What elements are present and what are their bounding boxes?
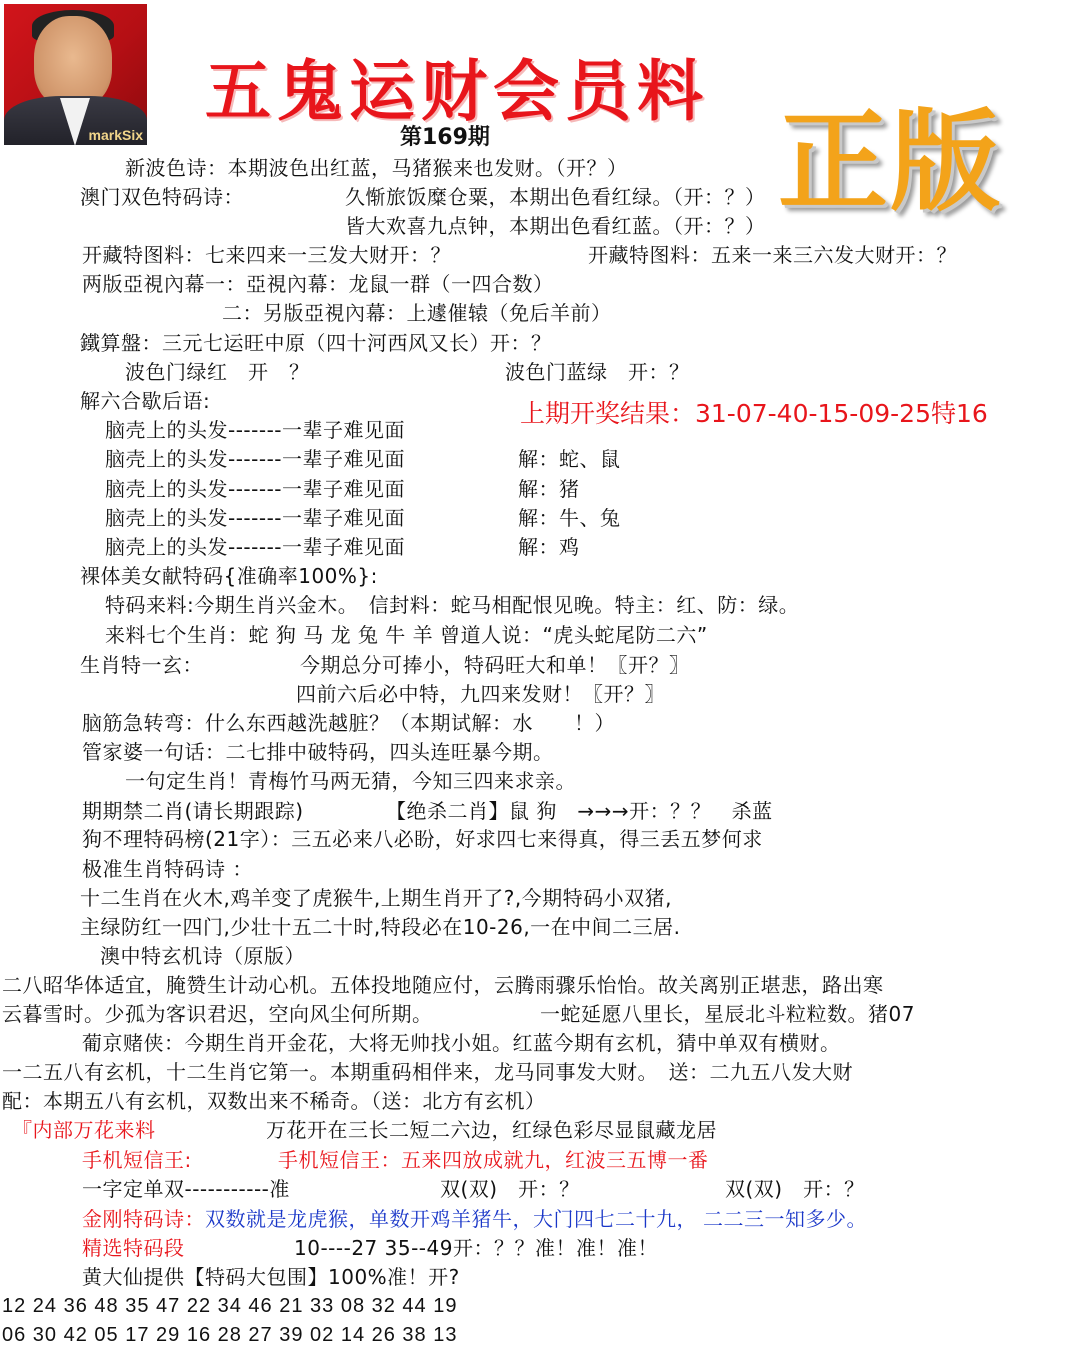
text-line: 新波色诗：本期波色出红蓝，马猪猴来也发财。（开？） (125, 156, 628, 180)
text-line: 脑壳上的头发-------一辈子难见面 (105, 506, 406, 530)
text-line: 澳中特玄机诗（原版） (100, 944, 305, 968)
text-line: 双(双) 开：？ (725, 1177, 865, 1201)
number-row: 12 24 36 48 35 47 22 34 46 21 33 08 32 44 19 (2, 1295, 458, 1317)
text-line: 一蛇延愿八里长，星辰北斗粒粒数。猪07 (540, 1002, 915, 1026)
last-result: 上期开奖结果：31-07-40-15-09-25特16 (520, 399, 988, 428)
text-line: 波色门绿红 开 ？ (125, 360, 310, 384)
text-line: 四前六后必中特，九四来发财！〖开？〗 (296, 682, 665, 706)
text-line: 一二五八有玄机，十二生肖它第一。本期重码相伴来，龙马同事发大财。 送：二九五八发大财 (2, 1060, 853, 1084)
author-photo (4, 4, 147, 145)
authentic-stamp: 正版 (778, 98, 1002, 226)
text-line: 主绿防红一四门,少壮十五二十时,特段必在10-26,一在中间二三居. (80, 915, 681, 939)
text-line: 10----27 35--49开：？？准！准！准！ (294, 1236, 658, 1260)
text-line: 脑壳上的头发-------一辈子难见面 (105, 535, 406, 559)
text-line: 黄大仙提供【特码大包围】100%准！开? (82, 1265, 460, 1289)
text-line: 手机短信王: (82, 1148, 192, 1172)
text-line: 【绝杀二肖】鼠 狗 →→→开：？？ 杀蓝 (386, 799, 773, 823)
text-span: 金刚特码诗： (82, 1207, 205, 1231)
text-line: 二八昭华体适宜，腌赞生计动心机。五体投地随应付，云腾雨骤乐怡怡。故关离别正堪悲，路出寒 (2, 973, 884, 997)
text-line: 葡京赌侠：今期生肖开金花，大将无帅找小姐。红蓝今期有玄机，猜中单双有横财。 (82, 1031, 841, 1055)
text-line: 裸体美女献特码{准确率100%}: (80, 564, 378, 588)
text-line: 脑壳上的头发-------一辈子难见面 (105, 418, 406, 442)
text-line: 解：猪 (518, 477, 580, 501)
text-line: 今期总分可捧小，特码旺大和单！〖开？〗 (300, 653, 690, 677)
text-line: 极准生肖特码诗 ： (82, 857, 253, 881)
text-line: 双(双) 开：？ (440, 1177, 580, 1201)
text-line: 解：牛、兔 (518, 506, 621, 530)
photo-watermark: markSix (88, 127, 143, 143)
text-line: 脑筋急转弯：什么东西越洗越脏？（本期试解：水 ！） (82, 711, 615, 735)
text-line: 二：另版亞視內幕：上遽催辕（免后羊前） (222, 301, 612, 325)
text-line: 解：鸡 (518, 535, 580, 559)
text-line: 云暮雪时。少孤为客识君迟，空向风尘何所期。 (2, 1002, 433, 1026)
text-span: 二二三一知多少。 (703, 1207, 867, 1231)
text-line: 手机短信王：五来四放成就九，红波三五博一番 (278, 1148, 709, 1172)
text-line: 管家婆一句话：二七排中破特码，四头连旺暴今期。 (82, 740, 554, 764)
text-line: 波色门蓝绿 开：？ (505, 360, 690, 384)
text-line: 配：本期五八有玄机，双数出来不稀奇。（送：北方有玄机） (2, 1089, 546, 1113)
text-line: 开藏特图料：七来四来一三发大财开：？ (82, 243, 451, 267)
text-line: 两版亞視內幕一：亞視內幕：龙鼠一群（一四合数） (82, 272, 554, 296)
text-line: 万花开在三长二短二六边，红绿色彩尽显鼠藏龙居 (266, 1118, 717, 1142)
text-line: 『内部万花来料 (12, 1118, 156, 1142)
text-line (82, 1206, 867, 1232)
text-line: 脑壳上的头发-------一辈子难见面 (105, 447, 406, 471)
text-line: 解六合歇后语: (80, 389, 211, 413)
text-line: 特码来料:今期生肖兴金木。 信封料：蛇马相配恨见晚。特主：红、防：绿。 (105, 593, 800, 617)
text-line: 一字定单双-----------准 (82, 1177, 290, 1201)
page-title: 五鬼运财会员料 (205, 53, 709, 130)
text-line: 期期禁二肖(请长期跟踪) (82, 799, 304, 823)
text-line: 狗不理特码榜(21字）：三五必来八必盼，好求四七来得真，得三丢五梦何求 (82, 827, 763, 851)
text-line: 鐵算盤：三元七运旺中原（四十河西风又长）开：？ (80, 331, 552, 355)
issue-number: 第169期 (400, 125, 490, 150)
text-line: 脑壳上的头发-------一辈子难见面 (105, 477, 406, 501)
text-line: 十二生肖在火木,鸡羊变了虎猴牛,上期生肖开了?,今期特码小双猪, (80, 886, 673, 910)
text-span: 双数就是龙虎猴，单数开鸡羊猪牛，大门四七二十九， (205, 1207, 697, 1231)
number-row: 06 30 42 05 17 29 16 28 27 39 02 14 26 38 13 (2, 1324, 458, 1346)
text-line: 生肖特一玄： (80, 653, 203, 677)
text-line: 精选特码段 (82, 1236, 185, 1260)
text-line: 解：蛇、鼠 (518, 447, 621, 471)
text-line: 澳门双色特码诗： (80, 185, 244, 209)
text-line: 一句定生肖！青梅竹马两无猜，今知三四来求亲。 (125, 769, 576, 793)
text-line: 来料七个生肖：蛇 狗 马 龙 兔 牛 羊 曾道人说：“虎头蛇尾防二六” (105, 623, 708, 647)
text-line: 久惭旅饭糜仓粟，本期出色看红绿。（开：？） (345, 185, 766, 209)
text-line: 开藏特图料：五来一来三六发大财开：？ (588, 243, 957, 267)
text-line: 皆大欢喜九点钟，本期出色看红蓝。（开：？） (345, 214, 766, 238)
